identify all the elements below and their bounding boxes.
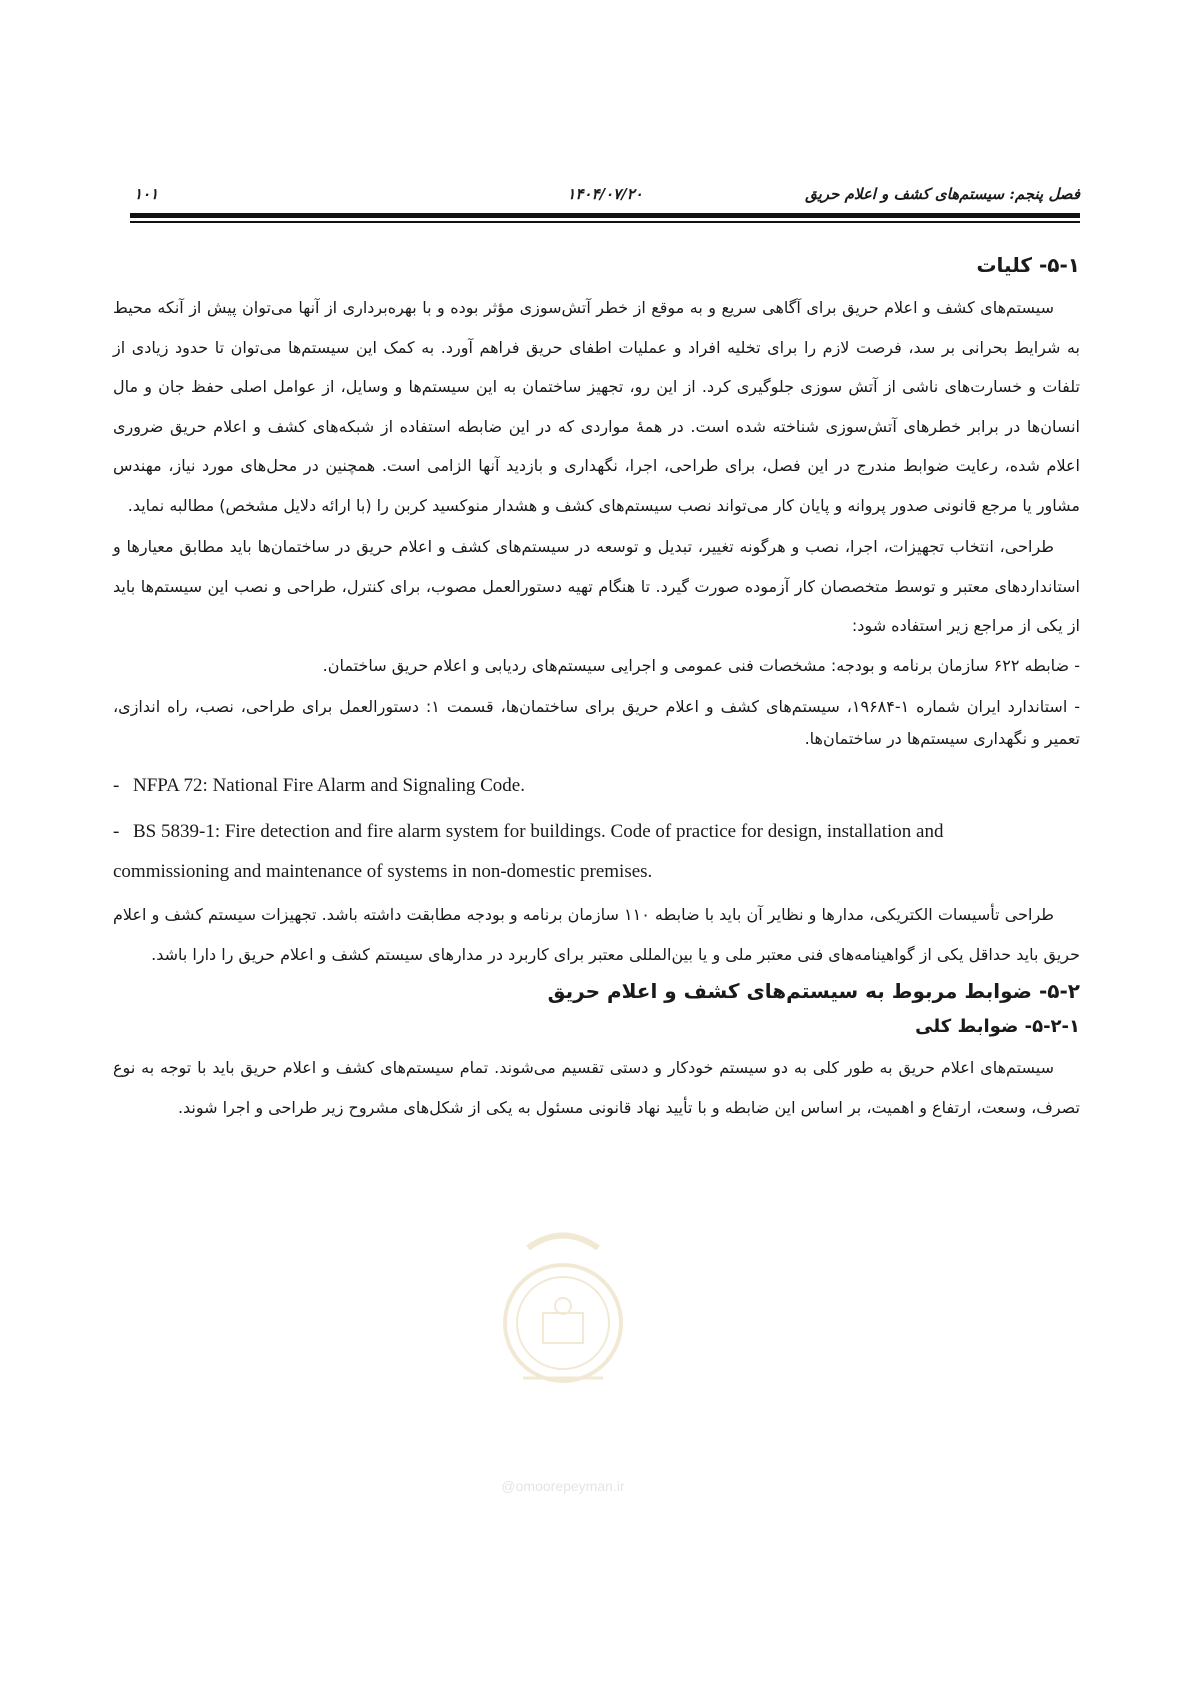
page-header (130, 185, 1080, 209)
watermark-seal-icon (488, 1228, 638, 1408)
header-rule-thick (130, 213, 1080, 218)
chapter-title: فصل پنجم: سیستم‌های کشف و اعلام حریق (805, 185, 1080, 203)
reference-item-en: - NFPA 72: National Fire Alarm and Signaling Code. (113, 775, 525, 796)
header-rule-thin (130, 221, 1080, 223)
reference-item: - استاندارد ایران شماره ۱-۱۹۶۸۴، سیستم‌های کشف و اعلام حریق برای ساختمان‌ها، قسمت ۱: دستورالعمل برای طراحی، نصب، راه اندازی، تعمیر و نگهداری سیستم‌ها در ساختمان‌ها. (113, 697, 1080, 748)
paragraph-general-rules: سیستم‌های اعلام حریق به طور کلی به دو سیستم خودکار و دستی تقسیم می‌شوند. تمام سیستم‌های کشف و اعلام حریق باید با توجه به نوع تصرف، وسعت، ارتفاع و اهمیت، بر اساس این ضابطه و با تأیید نهاد قانونی مسئول به یکی از شکل‌های مشروح زیر طراحی و اجرا شوند. (113, 1058, 1080, 1117)
paragraph-electrical: طراحی تأسیسات الکتریکی، مدارها و نظایر آن باید با ضابطه ۱۱۰ سازمان برنامه و بودجه مطابقت داشته باشد. تجهیزات سیستم کشف و اعلام حریق باید حداقل یکی از گواهینامه‌های فنی معتبر ملی و یا بین‌المللی معتبر برای کاربرد در مدارهای سیستم کشف و اعلام حریق را دارا باشد. (113, 905, 1080, 964)
watermark (488, 1228, 638, 1528)
page-body (113, 252, 1080, 1127)
reference-nfpa: NFPA 72: National Fire Alarm and Signaling Code. (133, 775, 525, 796)
section-heading-5-1: ۵-۱- کلیات (976, 253, 1080, 277)
reference-item-en: - BS 5839-1: Fire detection and fire alarm system for buildings. Code of practice for design, installation and (113, 821, 944, 842)
paragraph-design-standards: طراحی، انتخاب تجهیزات، اجرا، نصب و هرگونه تغییر، تبدیل و توسعه در سیستم‌های کشف و اعلام حریق در ساختمان‌ها باید مطابق معیارها و استانداردهای معتبر و توسط متخصصان کار آزموده صورت گیرد. تا هنگام تهیه دستورالعمل مصوب، برای کنترل، طراحی و نصب این سیستم‌ها باید از یکی از مراجع زیر استفاده شود: (113, 537, 1080, 635)
watermark-text: @omoorepeyman.ir (501, 1478, 625, 1494)
section-heading-5-2: ۵-۲- ضوابط مربوط به سیستم‌های کشف و اعلام حریق (547, 979, 1080, 1003)
reference-item: - ضابطه ۶۲۲ سازمان برنامه و بودجه: مشخصات فنی عمومی و اجرایی سیستم‌های ردیابی و اعلام حریق ساختمان. (322, 655, 1080, 675)
header-date: ۱۴۰۴/۰۷/۲۰ (567, 185, 643, 203)
page-number: ۱۰۱ (134, 185, 159, 203)
reference-item-en-continuation (113, 849, 1080, 895)
subsection-heading-5-2-1: ۵-۲-۱- ضوابط کلی (915, 1016, 1080, 1037)
reference-bs-line2: commissioning and maintenance of systems in non-domestic premises. (113, 861, 653, 882)
reference-bs-line1: BS 5839-1: Fire detection and fire alarm system for buildings. Code of practice for design, installation and (133, 821, 944, 842)
paragraph-generalities: سیستم‌های کشف و اعلام حریق برای آگاهی سریع و به موقع از خطر آتش‌سوزی مؤثر بوده و با بهره‌برداری از آنها می‌توان پیش از آنکه محیط به شرایط بحرانی بر سد، فرصت لازم را برای تخلیه افراد و عملیات اطفای حریق فراهم آورد. به کمک این سیستم‌ها می‌توان تا حدود زیادی از تلفات و خسارت‌های ناشی از آتش سوزی جلوگیری کرد. از این رو، تجهیز ساختمان به این سیستم‌ها و وسایل، از عوامل اصلی حفظ جان و مال انسان‌ها در برابر خطرهای آتش‌سوزی شناخته شده است. در همهٔ مواردی که در این ضابطه استفاده از شبکه‌های کشف و اعلام حریق ضروری اعلام شده، رعایت ضوابط مندرج در این فصل، برای طراحی، اجرا، نگهداری و بازدید آنها الزامی است. همچنین در محل‌های مورد نیاز، مهندس مشاور یا مرجع قانونی صدور پروانه و پایان کار می‌تواند نصب سیستم‌های کشف و هشدار منوکسید کربن را (با ارائه دلایل مشخص) مطالبه نماید. (113, 298, 1080, 515)
